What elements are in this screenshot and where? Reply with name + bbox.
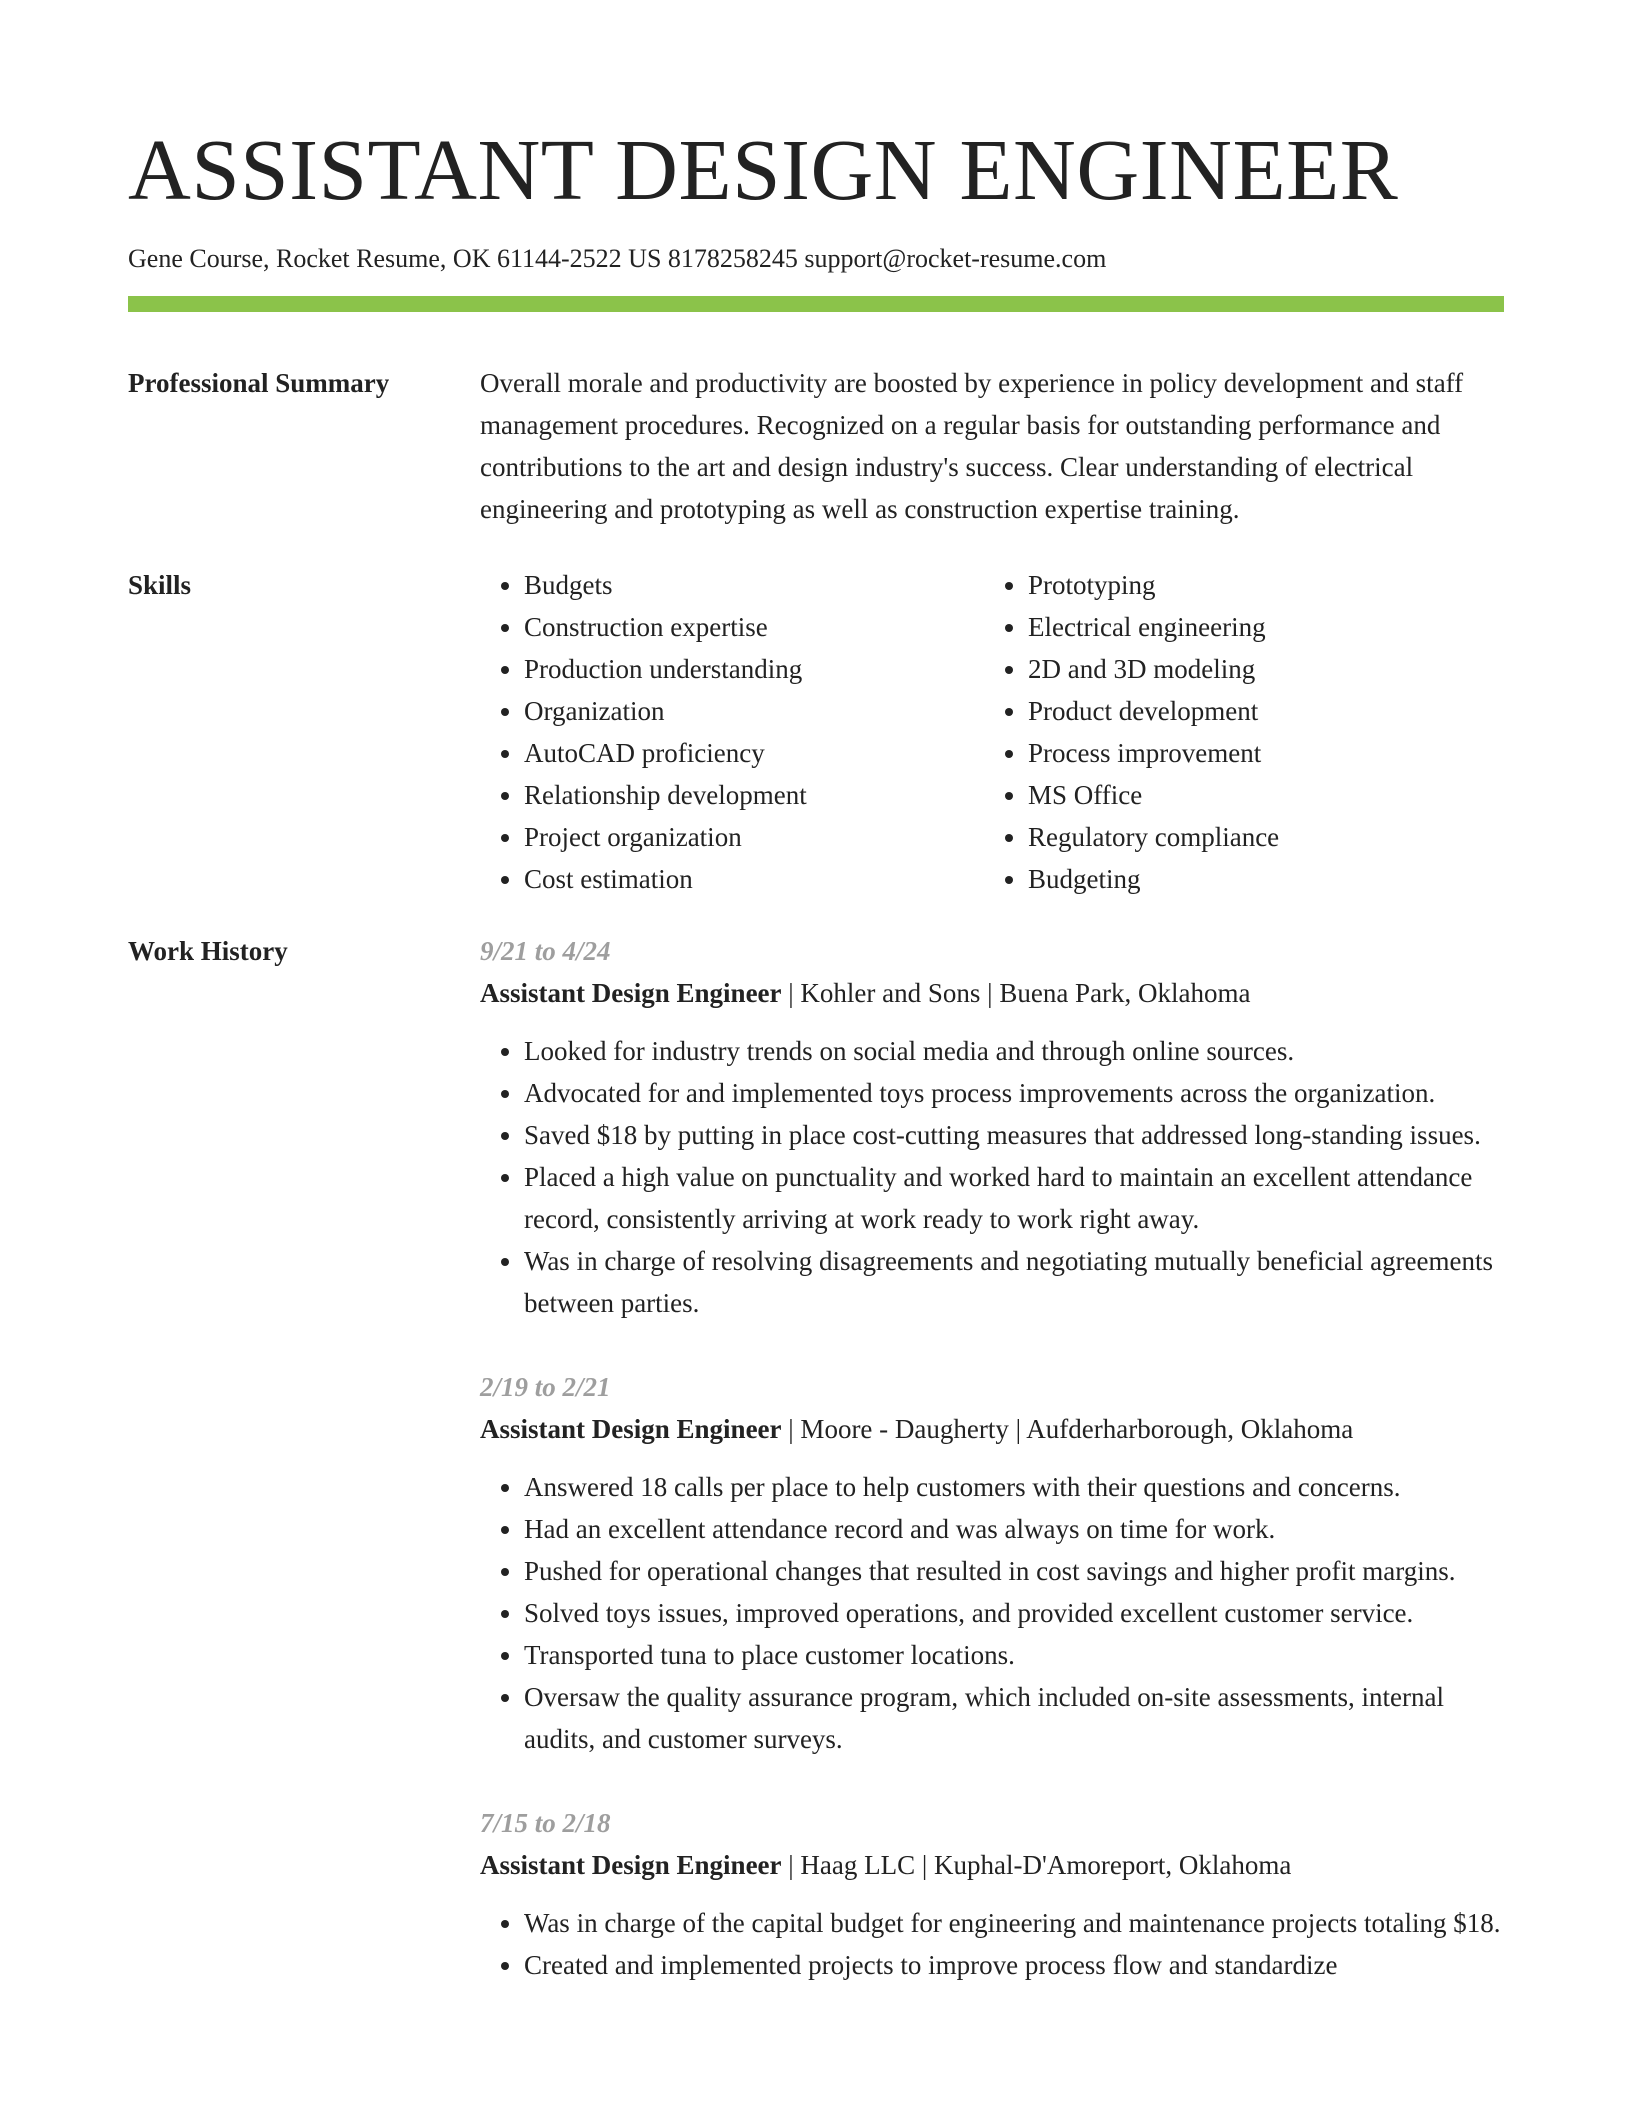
job-entry [480,930,1504,1324]
summary-heading: Professional Summary [128,368,390,398]
job-bullet: • Created and implemented projects to improve process flow and standardize [524,1944,1504,1986]
skill-item: • Construction expertise [524,606,984,648]
skills-heading: Skills [128,570,192,600]
job-bullet: • Answered 18 calls per place to help customers with their questions and concerns. [524,1466,1504,1508]
job-bullet: • Oversaw the quality assurance program, which included on-site assessments, internal audits, and customer surveys. [524,1676,1504,1760]
job-dates: 9/21 to 4/24 [480,936,611,966]
job-dates: 7/15 to 2/18 [480,1808,611,1838]
job-bullet: • Solved toys issues, improved operations, and provided excellent customer service. [524,1592,1504,1634]
skill-item: • Process improvement [1028,732,1528,774]
skill-item: • Product development [1028,690,1528,732]
job-bullet: • Had an excellent attendance record and was always on time for work. [524,1508,1504,1550]
job-details: | Kohler and Sons | Buena Park, Oklahoma [781,978,1251,1008]
job-bullet: • Placed a high value on punctuality and worked hard to maintain an excellent attendance record, consistently arriving at work ready to work right away. [524,1156,1504,1240]
job-details: | Haag LLC | Kuphal-D'Amoreport, Oklahoma [781,1850,1292,1880]
job-heading [480,972,1504,1014]
job-heading [480,1844,1504,1886]
job-bullet: • Was in charge of resolving disagreements and negotiating mutually beneficial agreements between parties. [524,1240,1504,1324]
skill-item: • Prototyping [1028,564,1528,606]
job-entry [480,1802,1504,1986]
job-bullet-list [480,1902,1504,1986]
skill-item: • Budgets [524,564,984,606]
skill-item: • Organization [524,690,984,732]
skills-list-left [480,564,984,900]
job-bullet: • Advocated for and implemented toys process improvements across the organization. [524,1072,1504,1114]
skill-item: • AutoCAD proficiency [524,732,984,774]
summary-text: Overall morale and productivity are boosted by experience in policy development and staff management procedures. Recognized on a regular basis for outstanding performance and contributions to the art and design industry's success. Clear understanding of electrical engineering and prototyping as well as construction expertise training. [480,368,1464,524]
job-bullet: • Transported tuna to place customer locations. [524,1634,1504,1676]
job-details: | Moore - Daugherty | Aufderharborough, Oklahoma [781,1414,1354,1444]
job-bullet-list [480,1030,1504,1324]
resume-title: ASSISTANT DESIGN ENGINEER [128,121,1399,218]
job-heading [480,1408,1504,1450]
skill-item: • Project organization [524,816,984,858]
skill-item: • MS Office [1028,774,1528,816]
job-title: Assistant Design Engineer [480,1850,782,1880]
job-bullet: • Was in charge of the capital budget for engineering and maintenance projects totaling $18. [524,1902,1504,1944]
job-bullet: • Pushed for operational changes that resulted in cost savings and higher profit margins. [524,1550,1504,1592]
job-dates: 2/19 to 2/21 [480,1372,611,1402]
skill-item: • Electrical engineering [1028,606,1528,648]
contact-line: Gene Course, Rocket Resume, OK 61144-2522 US 8178258245 support@rocket-resume.com [128,244,1107,273]
skill-item: • Production understanding [524,648,984,690]
job-bullet: • Looked for industry trends on social media and through online sources. [524,1030,1504,1072]
resume-page [128,0,1504,1986]
skills-grid [480,564,1528,900]
skill-item: • Budgeting [1028,858,1528,900]
skill-item: • Relationship development [524,774,984,816]
job-bullet-list [480,1466,1504,1760]
accent-divider [128,296,1504,312]
summary-section [128,362,1504,530]
skill-item: • Regulatory compliance [1028,816,1528,858]
job-title: Assistant Design Engineer [480,978,782,1008]
skill-item: • 2D and 3D modeling [1028,648,1528,690]
work-history-section [128,930,1504,1986]
job-entry [480,1366,1504,1760]
job-title: Assistant Design Engineer [480,1414,782,1444]
skill-item: • Cost estimation [524,858,984,900]
job-bullet: • Saved $18 by putting in place cost-cutting measures that addressed long-standing issues. [524,1114,1504,1156]
skills-list-right [984,564,1528,900]
work-history-heading: Work History [128,936,288,966]
skills-section [128,564,1504,900]
